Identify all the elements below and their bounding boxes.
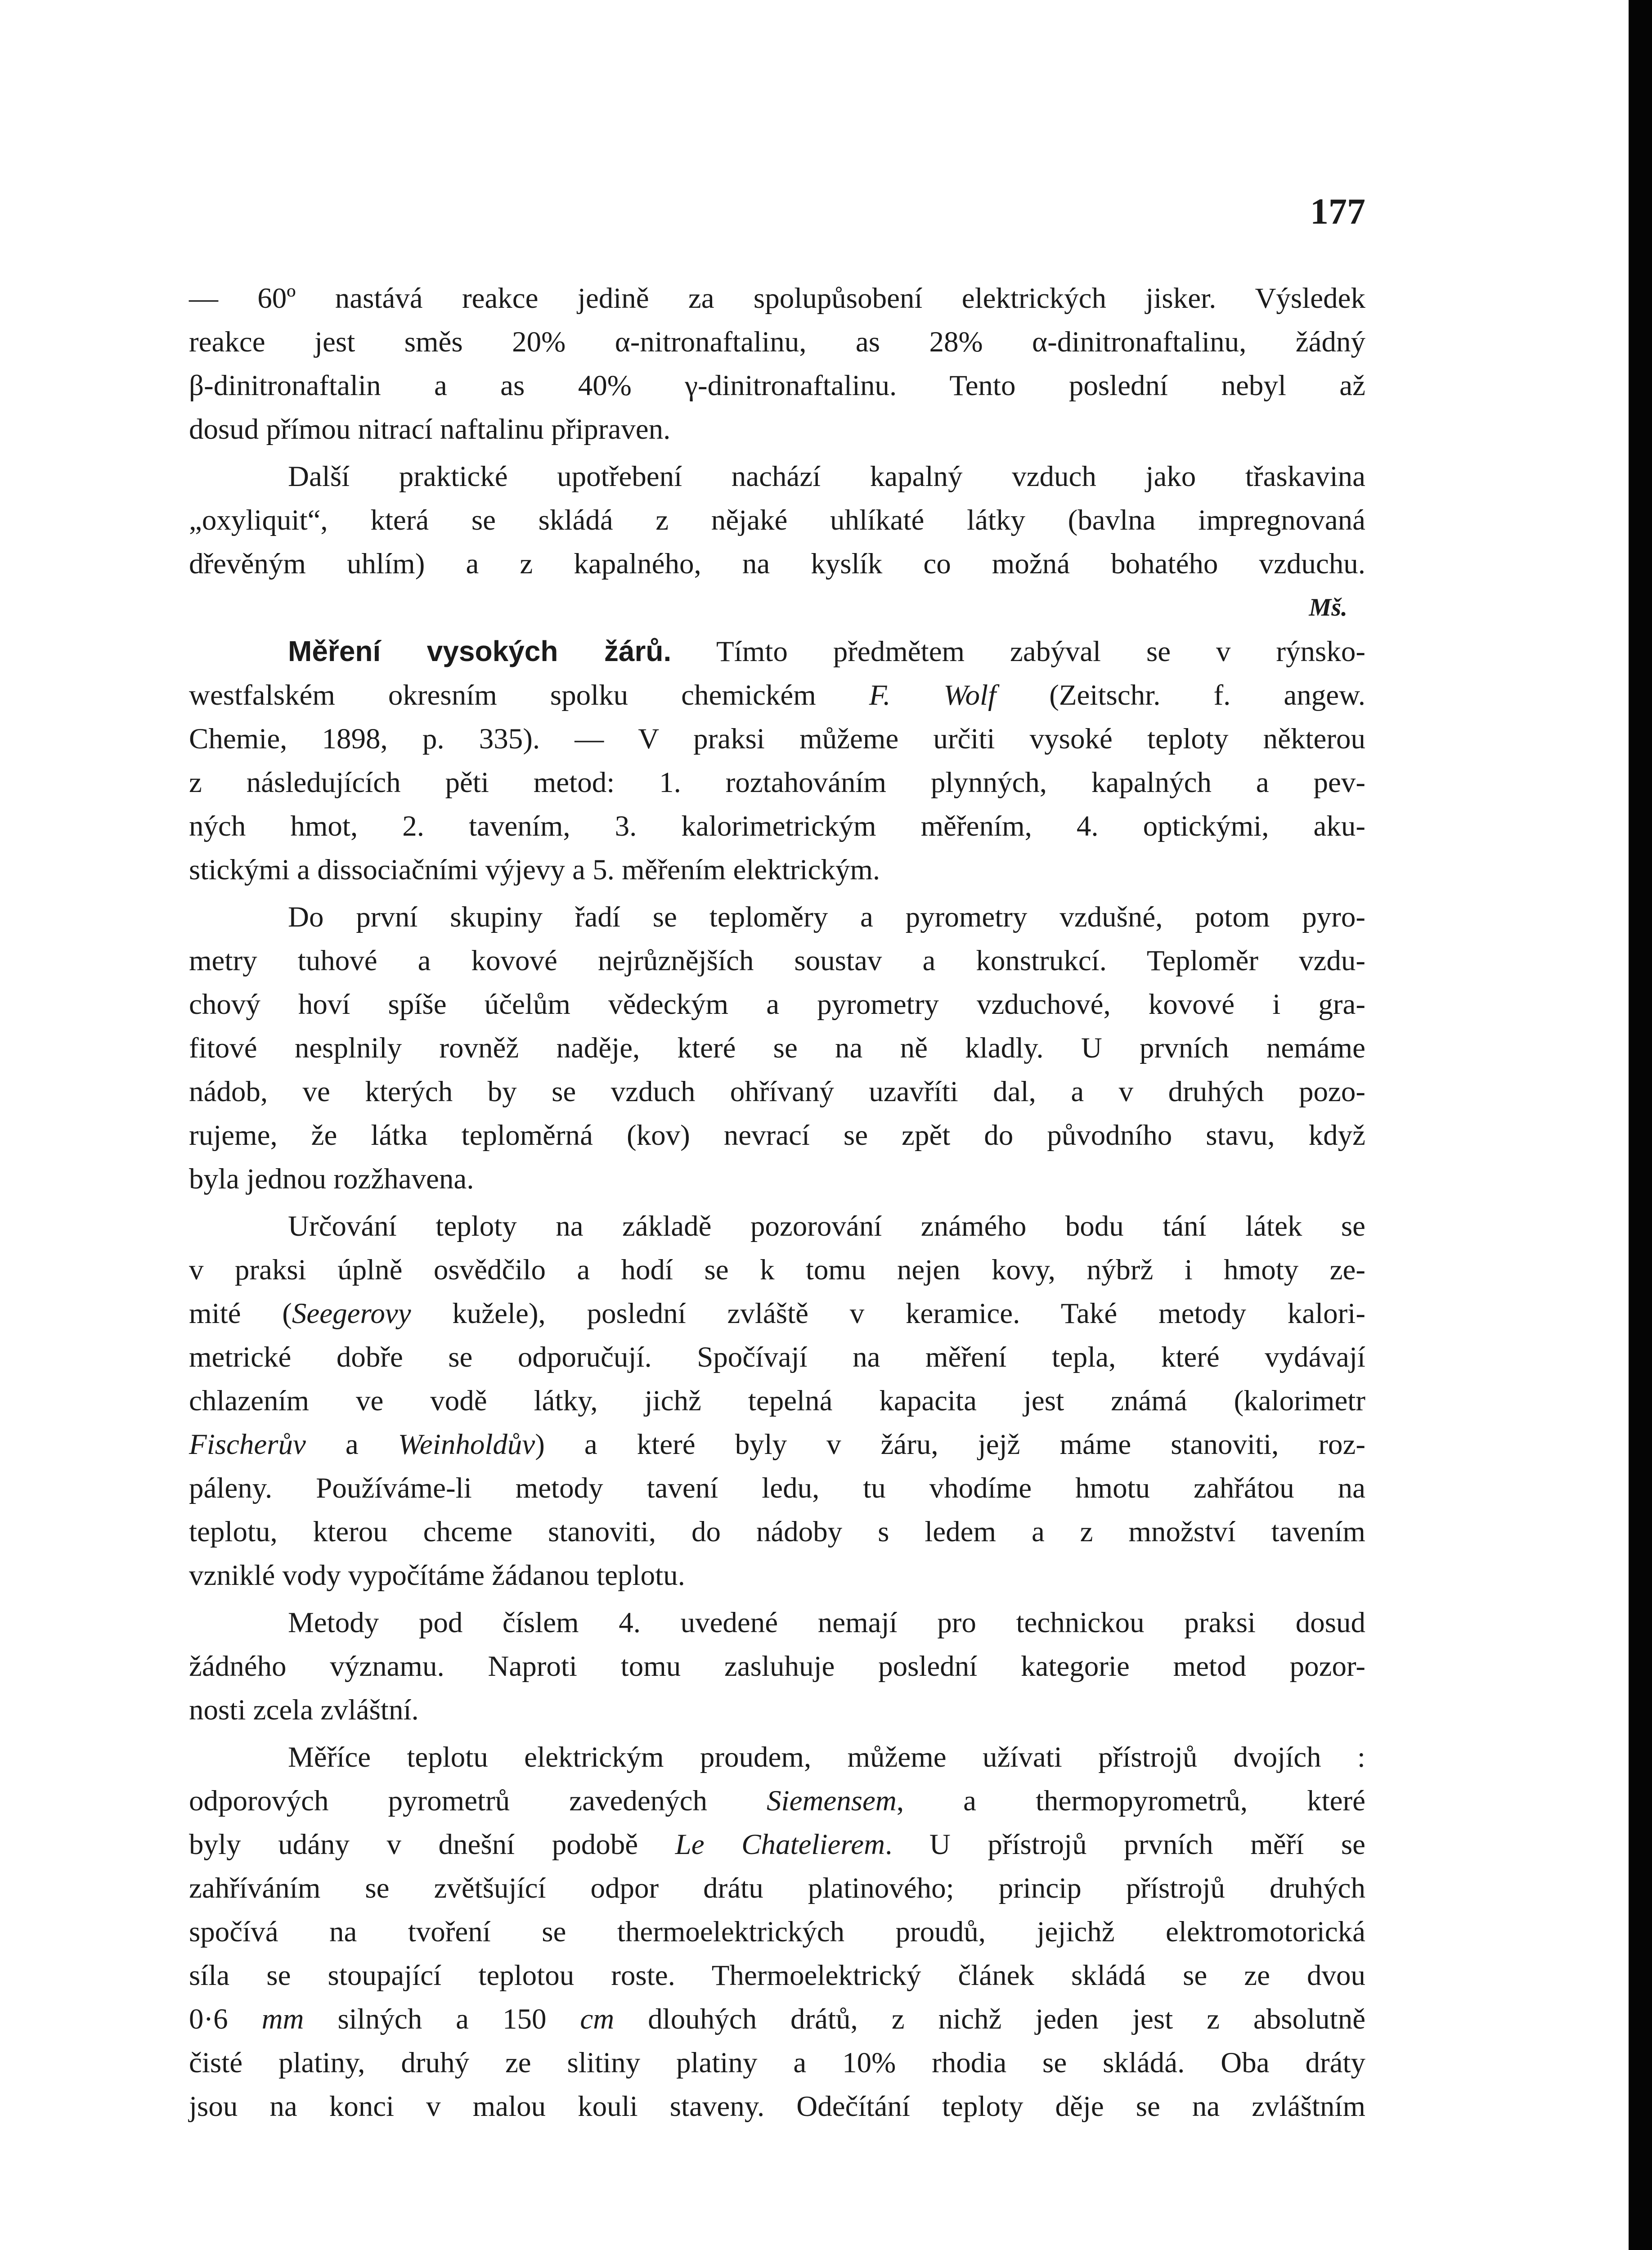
text-segment: (Zeitschr. f. angew. [1049, 679, 1366, 711]
text-line: stickými a dissociačními výjevy a 5. měřením elektrickým. [189, 854, 880, 886]
text-segment: silných a 150 [337, 2003, 547, 2035]
text-line: Metody pod číslem 4. uvedené nemají pro technickou praksi dosud [288, 1606, 1365, 1639]
author-name: Fischerův [189, 1428, 306, 1461]
text-line: nosti zcela zvláštní. [189, 1694, 419, 1726]
author-name: Seegerovy [292, 1297, 411, 1330]
text-line [189, 1292, 1365, 1336]
text-line: „oxyliquit“, která se skládá z nějaké uhlíkaté látky (bavlna impregnovaná [189, 504, 1365, 536]
text-line: fitové nesplnily rovněž naděje, které se na ně kladly. U prvních nemáme [189, 1032, 1365, 1064]
text-line: β-dinitronaftalin a as 40% γ-dinitronaftalinu. Tento poslední nebyl až [189, 369, 1365, 402]
text-line: rujeme, že látka teploměrná (kov) nevrací se zpět do původního stavu, když [189, 1119, 1365, 1152]
text-line: zahříváním se zvětšující odpor drátu platinového; princip přístrojů druhých [189, 1872, 1365, 1904]
text-line: Do první skupiny řadí se teploměry a pyrometry vzdušné, potom pyro- [288, 901, 1365, 933]
text-line: z následujících pěti metod: 1. roztahováním plynných, kapalných a pev- [189, 766, 1365, 799]
text-line: žádného významu. Naproti tomu zasluhuje poslední kategorie metod pozor- [189, 1650, 1365, 1683]
unit-label: cm [580, 2003, 615, 2035]
text-segment: byly udány v dnešní podobě [189, 1828, 638, 1861]
text-line: spočívá na tvoření se thermoelektrických proudů, jejichž elektromotorická [189, 1916, 1365, 1948]
text-line [189, 1423, 1365, 1467]
unit-label: mm [261, 2003, 304, 2035]
text-line: teplotu, kterou chceme stanoviti, do nádoby s ledem a z množství tavením [189, 1516, 1365, 1548]
text-segment: westfalském okresním spolku chemickém [189, 679, 816, 711]
page-number: 177 [1310, 191, 1365, 232]
text-segment: dlouhých drátů, z nichž jeden jest z absolutně [648, 2003, 1366, 2035]
scan-edge [1629, 0, 1652, 2250]
text-line: metrické dobře se odporučují. Spočívají na měření tepla, které vydávají [189, 1341, 1365, 1373]
text-line [189, 674, 1365, 717]
text-line: jsou na konci v malou kouli staveny. Odečítání teploty děje se na zvláštním [189, 2090, 1365, 2123]
text-line: metry tuhové a kovové nejrůznějších soustav a konstrukcí. Teploměr vzdu- [189, 945, 1365, 977]
text-line: Určování teploty na základě pozorování známého bodu tání látek se [288, 1210, 1365, 1242]
text-line: byla jednou rozžhavena. [189, 1163, 474, 1195]
author-name: F. Wolf [869, 679, 997, 711]
text-line: Další praktické upotřebení nachází kapalný vzduch jako třaskavina [288, 460, 1365, 493]
author-name: Siemensem [767, 1785, 897, 1817]
text-line: páleny. Používáme-li metody tavení ledu, tu vhodíme hmotu zahřátou na [189, 1472, 1365, 1504]
text-line [189, 1998, 1365, 2041]
text-segment: ) a které byly v žáru, jejž máme stanoviti, roz- [535, 1428, 1366, 1461]
text-line: dřevěným uhlím) a z kapalného, na kyslík co možná bohatého vzduchu. [189, 548, 1365, 580]
text-line: nádob, ve kterých by se vzduch ohřívaný uzavříti dal, a v druhých pozo- [189, 1076, 1365, 1108]
section-heading: Měření vysokých žárů. [288, 635, 672, 667]
text-line: dosud přímou nitrací naftalinu připraven. [189, 413, 671, 446]
text-segment: odporových pyrometrů zavedených [189, 1785, 708, 1817]
text-line [189, 630, 1365, 674]
text-segment: mité ( [189, 1297, 292, 1330]
author-name: Le Chatelierem [675, 1828, 885, 1861]
text-line: Chemie, 1898, p. 335). — V praksi můžeme určiti vysoké teploty některou [189, 723, 1365, 755]
author-name: Weinholdův [398, 1428, 535, 1461]
text-line: v praksi úplně osvědčilo a hodí se k tomu nejen kovy, nýbrž i hmoty ze- [189, 1254, 1365, 1286]
body-text [189, 277, 1365, 2128]
text-segment: . U přístrojů prvních měří se [885, 1828, 1365, 1861]
text-line: ných hmot, 2. tavením, 3. kalorimetrickým měřením, 4. optickými, aku- [189, 810, 1365, 842]
text-segment: , a thermopyrometrů, které [896, 1785, 1365, 1817]
text-line: reakce jest směs 20% α-nitronaftalinu, as 28% α-dinitronaftalinu, žádný [189, 326, 1365, 358]
text-line: vzniklé vody vypočítáme žádanou teplotu. [189, 1559, 685, 1592]
text-line: chlazením ve vodě látky, jichž tepelná kapacita jest známá (kalorimetr [189, 1385, 1365, 1417]
author-signature: Mš. [1309, 594, 1347, 621]
text-line: — 60º nastává reakce jedině za spolupůsobení elektrických jisker. Výsledek [189, 282, 1365, 315]
text-line [189, 1823, 1365, 1867]
text-segment: 0·6 [189, 2003, 228, 2035]
text-segment: Tímto předmětem zabýval se v rýnsko- [716, 635, 1365, 668]
text-segment: kužele), poslední zvláště v keramice. Také metody kalori- [452, 1297, 1365, 1330]
text-segment: a [345, 1428, 359, 1461]
text-line [189, 1779, 1365, 1823]
text-line: čisté platiny, druhý ze slitiny platiny a 10% rhodia se skládá. Oba dráty [189, 2047, 1365, 2079]
text-line: chový hoví spíše účelům vědeckým a pyrometry vzduchové, kovové i gra- [189, 988, 1365, 1021]
text-line: síla se stoupající teplotou roste. Thermoelektrický článek skládá se ze dvou [189, 1959, 1365, 1992]
text-line: Měříce teplotu elektrickým proudem, můžeme užívati přístrojů dvojích : [288, 1741, 1365, 1773]
